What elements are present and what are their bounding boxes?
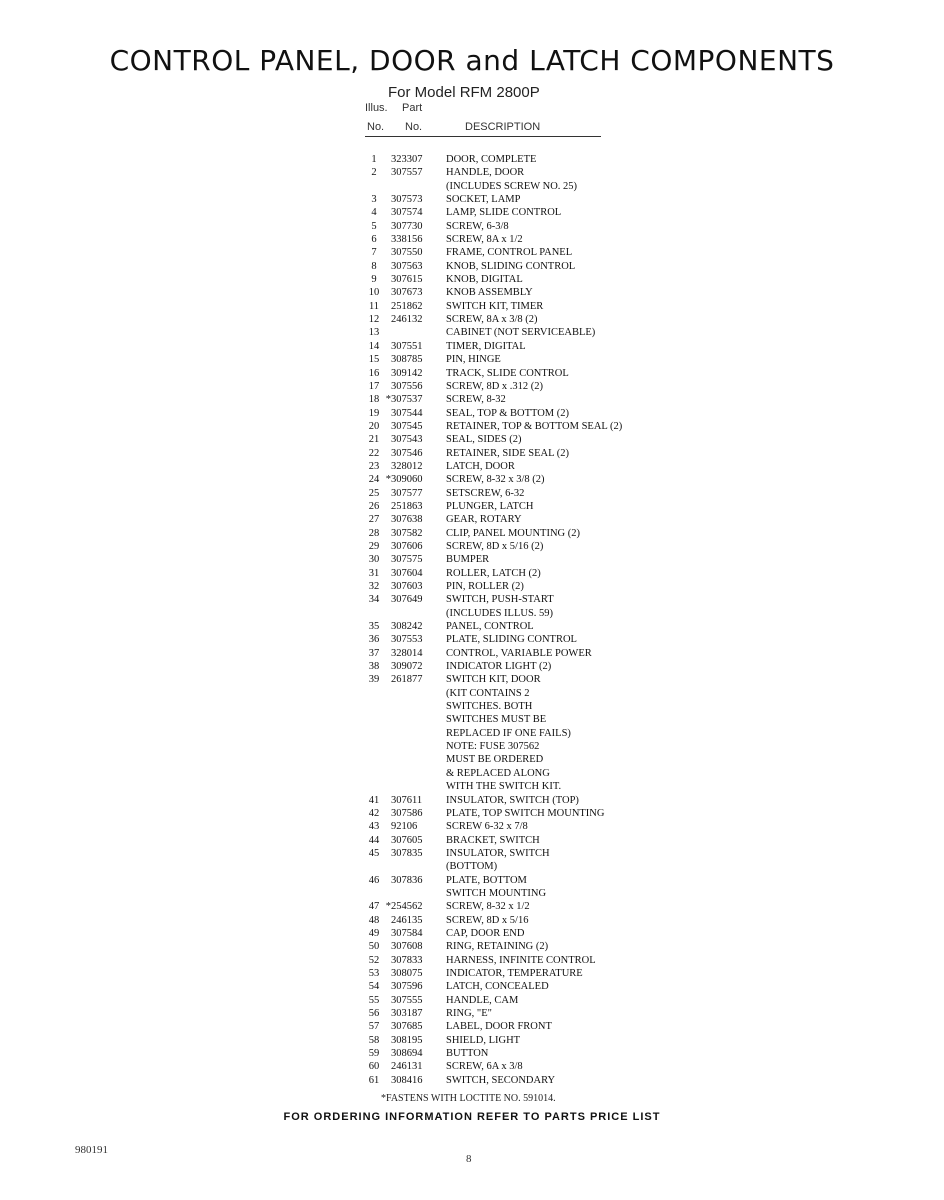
parts-row: [365, 607, 685, 620]
illus-number: 49: [368, 927, 380, 939]
part-description: KNOB, DIGITAL: [446, 274, 523, 286]
parts-row: [365, 673, 685, 686]
parts-row: [365, 153, 685, 166]
part-description: SWITCH KIT, DOOR: [446, 674, 541, 686]
parts-row: [365, 460, 685, 473]
part-number: 307551: [391, 340, 423, 352]
illus-number: 6: [371, 234, 377, 246]
illus-number: 5: [371, 220, 377, 232]
part-description: SCREW, 8D x 5/16: [446, 914, 529, 926]
illus-number: 22: [368, 447, 380, 459]
part-number: 307553: [391, 634, 423, 646]
part-number: 254562: [391, 901, 423, 913]
part-number: 303187: [391, 1008, 423, 1019]
part-number: 307835: [391, 847, 423, 859]
ordering-note: FOR ORDERING INFORMATION REFER TO PARTS PRICE LIST: [283, 1111, 661, 1123]
part-description: PLATE, TOP SWITCH MOUNTING: [446, 807, 605, 819]
illus-number: 30: [368, 554, 380, 566]
illus-number: 47: [368, 901, 380, 913]
illus-number: 61: [368, 1074, 380, 1086]
parts-row: [365, 567, 685, 580]
parts-row: [365, 1020, 685, 1033]
parts-row: [365, 206, 685, 219]
illus-number: 25: [368, 487, 380, 499]
parts-row: [365, 300, 685, 313]
model-subtitle: For Model RFM 2800P: [388, 84, 540, 101]
parts-row: [365, 433, 685, 446]
part-number: 328012: [391, 460, 423, 472]
illus-number: 36: [368, 634, 380, 646]
part-description: (INCLUDES ILLUS. 59): [446, 607, 554, 619]
parts-row: [365, 940, 685, 953]
part-description: REPLACED IF ONE FAILS): [446, 727, 571, 739]
part-description: CABINET (NOT SERVICEABLE): [446, 327, 596, 339]
part-number: 309072: [391, 661, 423, 673]
part-description: GEAR, ROTARY: [446, 514, 522, 526]
part-number: 307563: [391, 260, 423, 272]
part-description: HANDLE, DOOR: [446, 167, 525, 179]
part-number: 308075: [391, 967, 423, 979]
parts-row: [365, 713, 685, 726]
loctite-mark: *: [385, 474, 391, 486]
part-description: SWITCHES MUST BE: [446, 714, 547, 726]
illus-number: 20: [368, 420, 380, 432]
parts-row: [365, 727, 685, 740]
illus-number: 28: [368, 527, 380, 539]
illus-number: 26: [368, 500, 380, 512]
part-description: SOCKET, LAMP: [446, 194, 521, 206]
part-description: SCREW, 8-32 x 3/8 (2): [446, 474, 545, 486]
parts-row: [365, 900, 685, 913]
part-description: KNOB ASSEMBLY: [446, 287, 533, 299]
illus-number: 16: [368, 367, 380, 379]
illus-number: 48: [368, 914, 380, 926]
parts-row: [365, 473, 685, 486]
part-description: (BOTTOM): [446, 861, 498, 873]
part-number: 92106: [391, 821, 418, 833]
part-number: 307544: [391, 407, 423, 419]
part-number: 307573: [391, 194, 423, 206]
part-description: RETAINER, SIDE SEAL (2): [446, 447, 570, 459]
parts-row: [365, 487, 685, 500]
parts-row: [365, 753, 685, 766]
part-number: 251863: [391, 500, 423, 512]
part-number: 307836: [391, 874, 423, 886]
illus-number: 21: [368, 434, 380, 446]
part-description: RING, RETAINING (2): [446, 941, 549, 953]
illus-number: 9: [371, 274, 377, 286]
illus-number: 59: [368, 1048, 380, 1060]
illus-number: 44: [368, 834, 380, 846]
parts-row: [365, 513, 685, 526]
part-description: SHIELD, LIGHT: [446, 1034, 521, 1046]
part-description: CAP, DOOR END: [446, 927, 525, 939]
illus-number: 14: [368, 340, 380, 352]
part-description: TIMER, DIGITAL: [446, 340, 526, 352]
part-number: 307649: [391, 594, 423, 606]
illus-number: 12: [368, 314, 380, 326]
parts-row: [365, 1074, 685, 1087]
part-description: SCREW, 6-3/8: [446, 220, 509, 232]
parts-row: [365, 540, 685, 553]
illus-number: 55: [368, 994, 380, 1006]
illus-number: 46: [368, 874, 380, 886]
parts-row: [365, 260, 685, 273]
part-description: TRACK, SLIDE CONTROL: [446, 367, 569, 379]
illus-number: 53: [368, 967, 380, 979]
header-rule: [365, 136, 601, 137]
part-description: LATCH, CONCEALED: [446, 981, 549, 993]
parts-row: [365, 220, 685, 233]
illus-number: 3: [371, 194, 377, 206]
parts-row: [365, 593, 685, 606]
illus-number: 4: [371, 207, 377, 219]
part-description: SCREW, 6A x 3/8: [446, 1061, 523, 1073]
part-number: 307604: [391, 567, 423, 579]
parts-list: [365, 153, 685, 1087]
part-number: 308694: [391, 1048, 423, 1060]
illus-number: 32: [368, 581, 380, 592]
parts-row: [365, 834, 685, 847]
illus-number: 39: [368, 674, 380, 686]
parts-row: [365, 353, 685, 366]
parts-row: [365, 193, 685, 206]
header-illus: Illus.: [365, 102, 388, 114]
illus-number: 35: [368, 621, 380, 633]
part-description: SETSCREW, 6-32: [446, 487, 525, 499]
illus-number: 38: [368, 661, 380, 673]
parts-row: [365, 887, 685, 900]
parts-row: [365, 994, 685, 1007]
illus-number: 31: [368, 567, 380, 579]
part-number: 307603: [391, 581, 423, 592]
part-description: FRAME, CONTROL PANEL: [446, 247, 573, 259]
part-description: (INCLUDES SCREW NO. 25): [446, 180, 578, 192]
part-number: 307537: [391, 394, 423, 406]
part-description: SCREW, 8A x 1/2: [446, 234, 523, 246]
illus-number: 8: [371, 260, 377, 272]
part-number: 307615: [391, 274, 423, 286]
parts-row: [365, 273, 685, 286]
part-description: SCREW, 8A x 3/8 (2): [446, 314, 538, 326]
parts-row: [365, 767, 685, 780]
part-number: 307833: [391, 954, 423, 966]
part-number: 307556: [391, 380, 423, 392]
illus-number: 10: [368, 287, 380, 299]
illus-number: 37: [368, 647, 380, 659]
part-number: 307550: [391, 247, 423, 259]
part-description: SCREW, 8-32 x 1/2: [446, 901, 530, 913]
illus-number: 45: [368, 847, 380, 859]
parts-row: [365, 246, 685, 259]
part-description: BUMPER: [446, 554, 490, 566]
part-description: LAMP, SLIDE CONTROL: [446, 207, 562, 219]
part-description: INSULATOR, SWITCH: [446, 847, 550, 859]
part-description: SEAL, SIDES (2): [446, 434, 522, 446]
parts-row: [365, 860, 685, 873]
footnote: *FASTENS WITH LOCTITE NO. 591014.: [381, 1093, 556, 1104]
part-number: 323307: [391, 154, 423, 165]
part-number: 307575: [391, 554, 423, 566]
header-description: DESCRIPTION: [465, 121, 541, 133]
parts-row: [365, 166, 685, 179]
parts-row: [365, 286, 685, 299]
illus-number: 27: [368, 514, 380, 526]
part-description: PLATE, BOTTOM: [446, 874, 527, 886]
loctite-mark: *: [385, 901, 391, 913]
part-description: BRACKET, SWITCH: [446, 834, 540, 846]
parts-row: [365, 700, 685, 713]
part-description: PLATE, SLIDING CONTROL: [446, 634, 577, 646]
part-description: SCREW, 8D x 5/16 (2): [446, 540, 544, 552]
page-number: 8: [466, 1153, 472, 1165]
parts-row: [365, 914, 685, 927]
part-number: 307557: [391, 167, 423, 179]
part-description: RETAINER, TOP & BOTTOM SEAL (2): [446, 420, 623, 432]
parts-row: [365, 1047, 685, 1060]
part-description: & REPLACED ALONG: [446, 767, 550, 779]
parts-row: [365, 620, 685, 633]
parts-row: [365, 780, 685, 793]
part-number: 307673: [391, 287, 423, 299]
illus-number: 17: [368, 380, 380, 392]
illus-number: 56: [368, 1008, 380, 1019]
parts-row: [365, 527, 685, 540]
part-number: 307685: [391, 1021, 423, 1033]
part-number: 246135: [391, 914, 423, 926]
part-number: 251862: [391, 300, 423, 312]
parts-row: [365, 447, 685, 460]
part-number: 307611: [391, 794, 423, 806]
parts-row: [365, 340, 685, 353]
part-description: LABEL, DOOR FRONT: [446, 1021, 552, 1033]
part-description: CONTROL, VARIABLE POWER: [446, 647, 592, 659]
parts-row: [365, 967, 685, 980]
parts-row: [365, 874, 685, 887]
parts-row: [365, 553, 685, 566]
illus-number: 43: [368, 821, 380, 833]
part-number: 307546: [391, 447, 423, 459]
part-description: PIN, HINGE: [446, 354, 501, 366]
part-description: INDICATOR, TEMPERATURE: [446, 967, 583, 979]
part-description: SWITCH MOUNTING: [446, 887, 547, 899]
part-description: NOTE: FUSE 307562: [446, 741, 540, 753]
part-number: 307577: [391, 487, 423, 499]
part-description: BUTTON: [446, 1048, 489, 1060]
part-number: 307638: [391, 514, 423, 526]
illus-number: 19: [368, 407, 380, 419]
part-description: SWITCH, SECONDARY: [446, 1074, 556, 1086]
part-number: 307584: [391, 927, 423, 939]
part-number: 308195: [391, 1034, 423, 1046]
illus-number: 24: [368, 474, 380, 486]
illus-number: 57: [368, 1021, 380, 1033]
parts-row: [365, 407, 685, 420]
header-part: Part: [402, 102, 423, 114]
part-description: SCREW 6-32 x 7/8: [446, 821, 528, 833]
illus-number: 15: [368, 354, 380, 366]
part-number: 307605: [391, 834, 423, 846]
part-number: 307582: [391, 527, 423, 539]
part-number: 307730: [391, 220, 423, 232]
part-description: PLUNGER, LATCH: [446, 500, 534, 512]
part-number: 328014: [391, 647, 423, 659]
part-number: 309142: [391, 367, 423, 379]
part-number: 338156: [391, 234, 423, 246]
parts-row: [365, 580, 685, 593]
parts-row: [365, 1034, 685, 1047]
document-number: 980191: [75, 1144, 108, 1156]
parts-row: [365, 687, 685, 700]
part-description: (KIT CONTAINS 2: [446, 687, 530, 699]
header-part-no: No.: [405, 121, 423, 133]
parts-row: [365, 1007, 685, 1020]
part-description: SCREW, 8-32: [446, 394, 506, 406]
parts-row: [365, 180, 685, 193]
parts-row: [365, 313, 685, 326]
part-number: 307574: [391, 207, 423, 219]
illus-number: 2: [371, 167, 377, 179]
parts-row: [365, 647, 685, 660]
parts-row: [365, 794, 685, 807]
header-illus-no: No.: [367, 121, 385, 133]
part-description: RING, "E": [446, 1008, 492, 1019]
part-description: INSULATOR, SWITCH (TOP): [446, 794, 579, 806]
part-description: SWITCH KIT, TIMER: [446, 300, 544, 312]
parts-row: [365, 980, 685, 993]
parts-row: [365, 954, 685, 967]
part-number: 309060: [391, 474, 423, 486]
illus-number: 1: [371, 154, 377, 165]
parts-row: [365, 380, 685, 393]
illus-number: 41: [368, 794, 380, 806]
parts-row: [365, 500, 685, 513]
part-number: 246131: [391, 1061, 423, 1073]
part-description: KNOB, SLIDING CONTROL: [446, 260, 576, 272]
illus-number: 52: [368, 954, 380, 966]
part-number: 307543: [391, 434, 423, 446]
illus-number: 29: [368, 540, 380, 552]
part-description: ROLLER, LATCH (2): [446, 567, 541, 579]
part-description: SEAL, TOP & BOTTOM (2): [446, 407, 569, 419]
part-description: INDICATOR LIGHT (2): [446, 661, 552, 673]
part-description: SWITCHES. BOTH: [446, 701, 533, 713]
parts-row: [365, 820, 685, 833]
loctite-mark: *: [385, 394, 391, 406]
parts-row: [365, 420, 685, 433]
part-number: 307596: [391, 981, 423, 993]
parts-row: [365, 740, 685, 753]
parts-row: [365, 807, 685, 820]
part-description: PIN, ROLLER (2): [446, 581, 524, 592]
parts-row: [365, 367, 685, 380]
part-description: HANDLE, CAM: [446, 994, 519, 1006]
part-number: 308416: [391, 1074, 423, 1086]
parts-row: [365, 847, 685, 860]
illus-number: 54: [368, 981, 380, 993]
page-title: CONTROL PANEL, DOOR and LATCH COMPONENTS: [109, 44, 835, 77]
part-description: PANEL, CONTROL: [446, 621, 534, 633]
parts-row: [365, 326, 685, 339]
illus-number: 11: [368, 300, 380, 312]
part-description: WITH THE SWITCH KIT.: [446, 781, 562, 793]
parts-row: [365, 1060, 685, 1073]
illus-number: 60: [368, 1061, 380, 1073]
part-description: DOOR, COMPLETE: [446, 154, 537, 165]
parts-row: [365, 927, 685, 940]
part-number: 307555: [391, 994, 423, 1006]
parts-row: [365, 393, 685, 406]
part-description: MUST BE ORDERED: [446, 754, 544, 766]
part-number: 307586: [391, 807, 423, 819]
illus-number: 23: [368, 460, 380, 472]
part-description: HARNESS, INFINITE CONTROL: [446, 954, 596, 966]
illus-number: 58: [368, 1034, 380, 1046]
part-number: 307545: [391, 420, 423, 432]
part-number: 308242: [391, 621, 423, 633]
illus-number: 18: [368, 394, 380, 406]
parts-row: [365, 633, 685, 646]
part-number: 308785: [391, 354, 423, 366]
part-number: 246132: [391, 314, 423, 326]
part-number: 261877: [391, 674, 423, 686]
illus-number: 50: [368, 941, 380, 953]
parts-row: [365, 233, 685, 246]
illus-number: 34: [368, 594, 380, 606]
part-description: LATCH, DOOR: [446, 460, 515, 472]
parts-row: [365, 660, 685, 673]
part-description: CLIP, PANEL MOUNTING (2): [446, 527, 580, 539]
illus-number: 13: [368, 327, 380, 339]
part-description: SCREW, 8D x .312 (2): [446, 380, 544, 392]
illus-number: 7: [371, 247, 377, 259]
part-description: SWITCH, PUSH-START: [446, 594, 554, 606]
part-number: 307608: [391, 941, 423, 953]
illus-number: 42: [368, 807, 380, 819]
part-number: 307606: [391, 540, 423, 552]
